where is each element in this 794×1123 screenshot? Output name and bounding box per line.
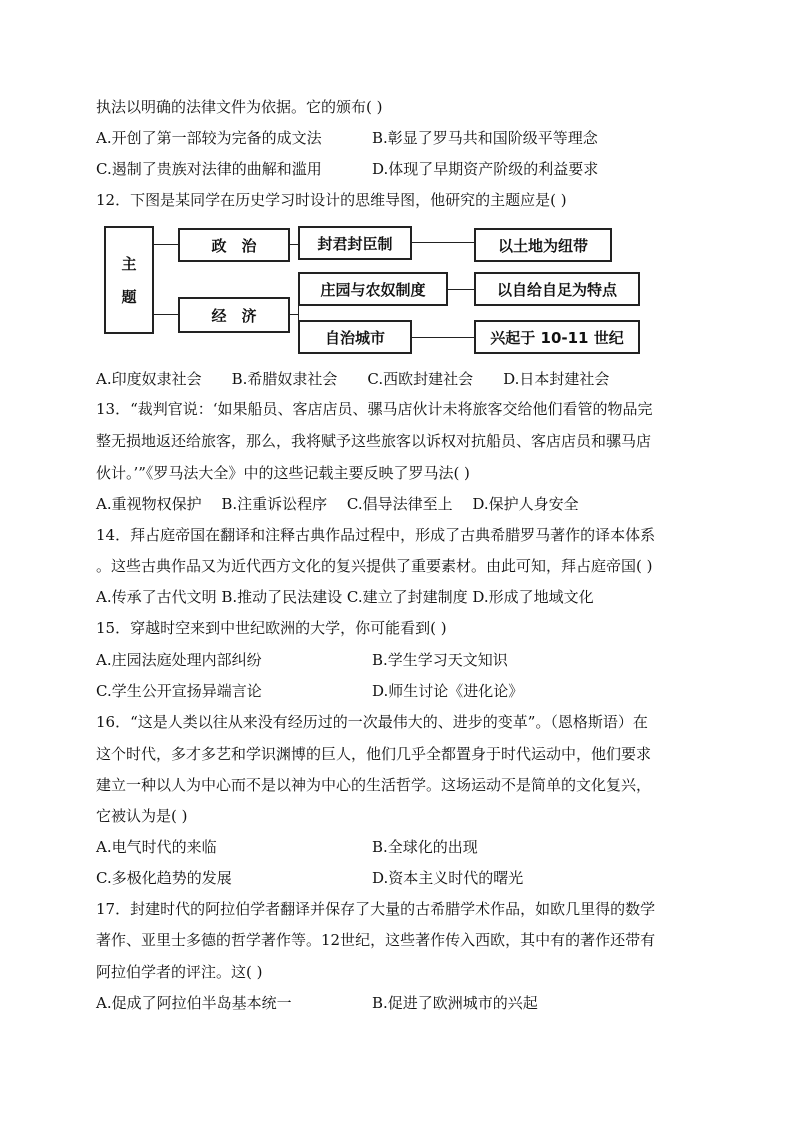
q14-options: A.传承了古代文明 B.推动了民法建设 C.建立了封建制度 D.形成了地域文化 (96, 588, 594, 606)
connector (412, 337, 474, 338)
connector (154, 244, 178, 245)
q14-line-2: 。这些古典作品又为近代西方文化的复兴提供了重要素材。由此可知，拜占庭帝国( ) (96, 557, 653, 575)
mindmap-economy: 经 济 (178, 297, 290, 333)
q12-options: A.印度奴隶社会 B.希腊奴隶社会 C.西欧封建社会 D.日本封建社会 (96, 370, 610, 388)
q12-stem: 12．下图是某同学在历史学习时设计的思维导图，他研究的主题应是( ) (96, 191, 567, 209)
q16-line-3: 建立一种以人为中心而不是以神为中心的生活哲学。这场运动不是简单的文化复兴， (96, 776, 652, 794)
q16-line-4: 它被认为是( ) (96, 807, 188, 825)
q16-line-2: 这个时代，多才多艺和学识渊博的巨人，他们几乎全都置身于时代运动中，他们要求 (96, 745, 652, 763)
mindmap-self-sufficient: 以自给自足为特点 (474, 272, 640, 306)
q17-line-2: 著作、亚里士多德的哲学著作等。12世纪，这些著作传入西欧，其中有的著作还带有 (96, 931, 656, 949)
mindmap-manor: 庄园与农奴制度 (298, 272, 448, 306)
q11-option-a: A.开创了第一部较为完备的成文法 (96, 129, 322, 147)
connector (154, 314, 178, 315)
mindmap-root (104, 226, 154, 334)
q15-stem: 15．穿越时空来到中世纪欧洲的大学，你可能看到( ) (96, 619, 447, 637)
mindmap-root-char-1: 主 (121, 255, 137, 273)
q17-line-3: 阿拉伯学者的评注。这( ) (96, 963, 263, 981)
mindmap-city: 自治城市 (298, 320, 412, 354)
q17-option-a: A.促成了阿拉伯半岛基本统一 (96, 994, 292, 1012)
connector (290, 244, 298, 245)
q11-option-b: B.彰显了罗马共和国阶级平等理念 (372, 129, 598, 147)
q13-options: A.重视物权保护 B.注重诉讼程序 C.倡导法律至上 D.保护人身安全 (96, 495, 579, 513)
connector (290, 314, 298, 315)
q15-option-d: D.师生讨论《进化论》 (372, 682, 524, 700)
connector (412, 242, 474, 243)
q16-option-a: A.电气时代的来临 (96, 838, 217, 856)
q17-line-1: 17．封建时代的阿拉伯学者翻译并保存了大量的古希腊学术作品，如欧几里得的数学 (96, 900, 656, 918)
q16-option-b: B.全球化的出现 (372, 838, 478, 856)
mindmap-feudal: 封君封臣制 (298, 226, 412, 260)
q11-option-c: C.遏制了贵族对法律的曲解和滥用 (96, 160, 322, 178)
q13-line-1: 13．“裁判官说：‘如果船员、客店店员、骡马店伙计未将旅客交给他们看管的物品完 (96, 400, 653, 418)
q16-line-1: 16．“这是人类以往从来没有经历过的一次最伟大的、进步的变革”。（恩格斯语）在 (96, 713, 648, 731)
q11-stem-tail: 执法以明确的法律文件为依据。它的颁布( ) (96, 98, 383, 116)
q16-option-c: C.多极化趋势的发展 (96, 869, 232, 887)
mindmap-land: 以土地为纽带 (474, 228, 612, 262)
q13-line-2: 整无损地返还给旅客，那么，我将赋予这些旅客以诉权对抗船员、客店店员和骡马店 (96, 432, 652, 450)
connector (448, 289, 474, 290)
q15-option-b: B.学生学习天文知识 (372, 651, 508, 669)
q11-option-d: D.体现了早期资产阶级的利益要求 (372, 160, 599, 178)
q14-line-1: 14．拜占庭帝国在翻译和注释古典作品过程中，形成了古典希腊罗马著作的译本体系 (96, 526, 656, 544)
mindmap-root-char-2: 题 (121, 288, 137, 306)
q15-option-c: C.学生公开宣扬异端言论 (96, 682, 262, 700)
q15-option-a: A.庄园法庭处理内部纠纷 (96, 651, 262, 669)
q13-line-3: 伙计。’”《罗马法大全》中的这些记载主要反映了罗马法( ) (96, 464, 470, 482)
mind-map (100, 222, 645, 358)
q17-option-b: B.促进了欧洲城市的兴起 (372, 994, 538, 1012)
mindmap-rise: 兴起于 10-11 世纪 (474, 320, 640, 354)
mindmap-politics: 政 治 (178, 228, 290, 262)
q16-option-d: D.资本主义时代的曙光 (372, 869, 524, 887)
